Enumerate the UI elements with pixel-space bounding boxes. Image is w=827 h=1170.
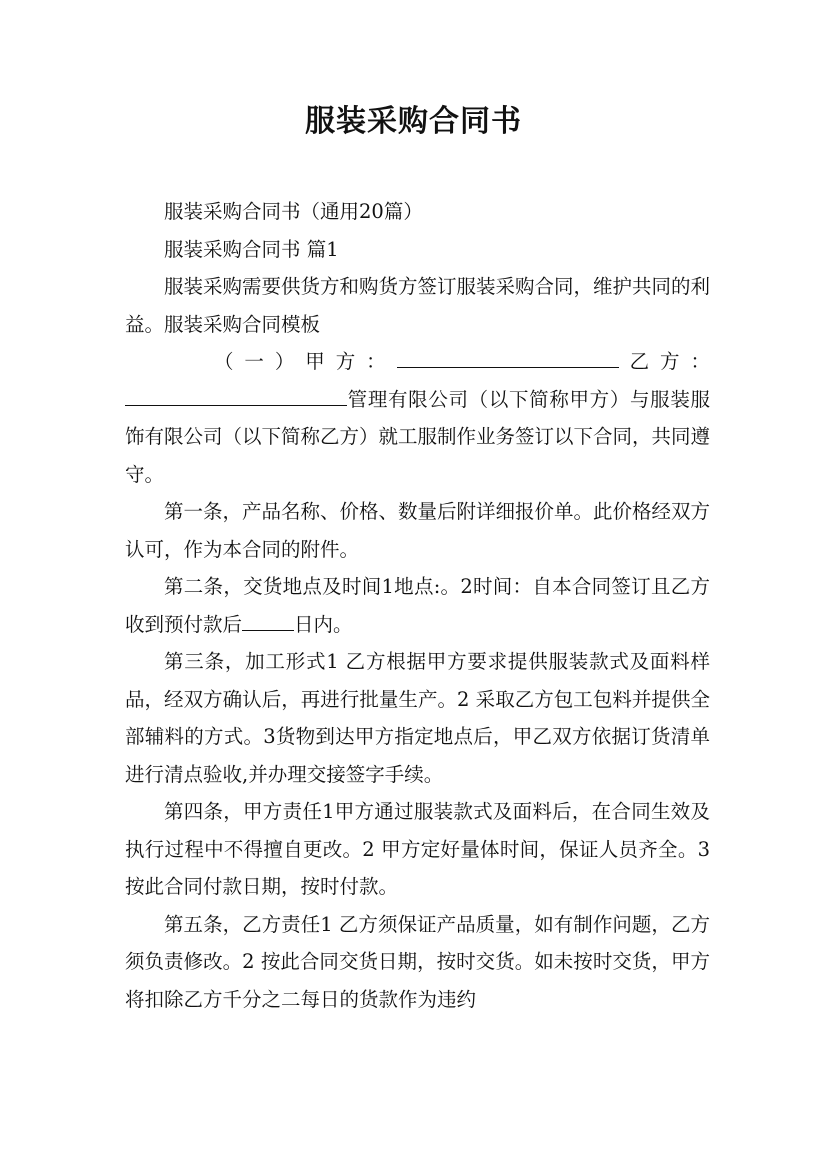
days-blank	[242, 608, 294, 631]
document-title: 服装采购合同书	[305, 104, 522, 139]
party-b-label: 乙方：	[618, 350, 710, 373]
party-a-label: （一）甲方：	[203, 350, 397, 373]
intro-paragraph: 服装采购需要供货方和购货方签订服装采购合同，维护共同的利益。服装采购合同模板	[125, 275, 711, 336]
clause-4: 第四条，甲方责任1甲方通过服装款式及面料后，在合同生效及执行过程中不得擅自更改。2 甲方定好量体时间，保证人员齐全。3 按此合同付款日期，按时付款。	[125, 800, 710, 898]
clause-2-text-b: 日内。	[294, 612, 353, 636]
subtitle-paragraph: 服装采购合同书（通用20篇）	[164, 200, 423, 223]
party-b-paragraph	[125, 381, 710, 494]
party-b-blank	[125, 383, 347, 406]
clause-3: 第三条，加工形式1 乙方根据甲方要求提供服装款式及面料样品，经双方确认后，再进行批量生产。2 采取乙方包工包料并提供全部辅料的方式。3货物到达甲方指定地点后，甲乙双方依据订货清单进行清点验收,并办理交接签字手续。	[125, 650, 710, 786]
clause-5: 第五条，乙方责任1 乙方须保证产品质量，如有制作问题，乙方须负责修改。2 按此合同交货日期，按时交货。如未按时交货，甲方将扣除乙方千分之二每日的货款作为违约	[125, 912, 710, 1011]
document-body	[125, 193, 710, 1018]
party-a-blank	[397, 345, 619, 368]
clause-2-text-a: 第二条，交货地点及时间1地点:。2时间：自本合同签订且乙方收到预付款后	[125, 575, 710, 636]
section-heading: 服装采购合同书 篇1	[164, 237, 339, 261]
clause-2	[125, 568, 710, 643]
party-line	[125, 343, 710, 381]
party-b-text: 管理有限公司（以下简称甲方）与服装服饰有限公司（以下简称乙方）就工服制作业务签订以下合同，共同遵守。	[125, 387, 711, 486]
clause-1: 第一条，产品名称、价格、数量后附详细报价单。此价格经双方认可，作为本合同的附件。	[125, 500, 711, 561]
